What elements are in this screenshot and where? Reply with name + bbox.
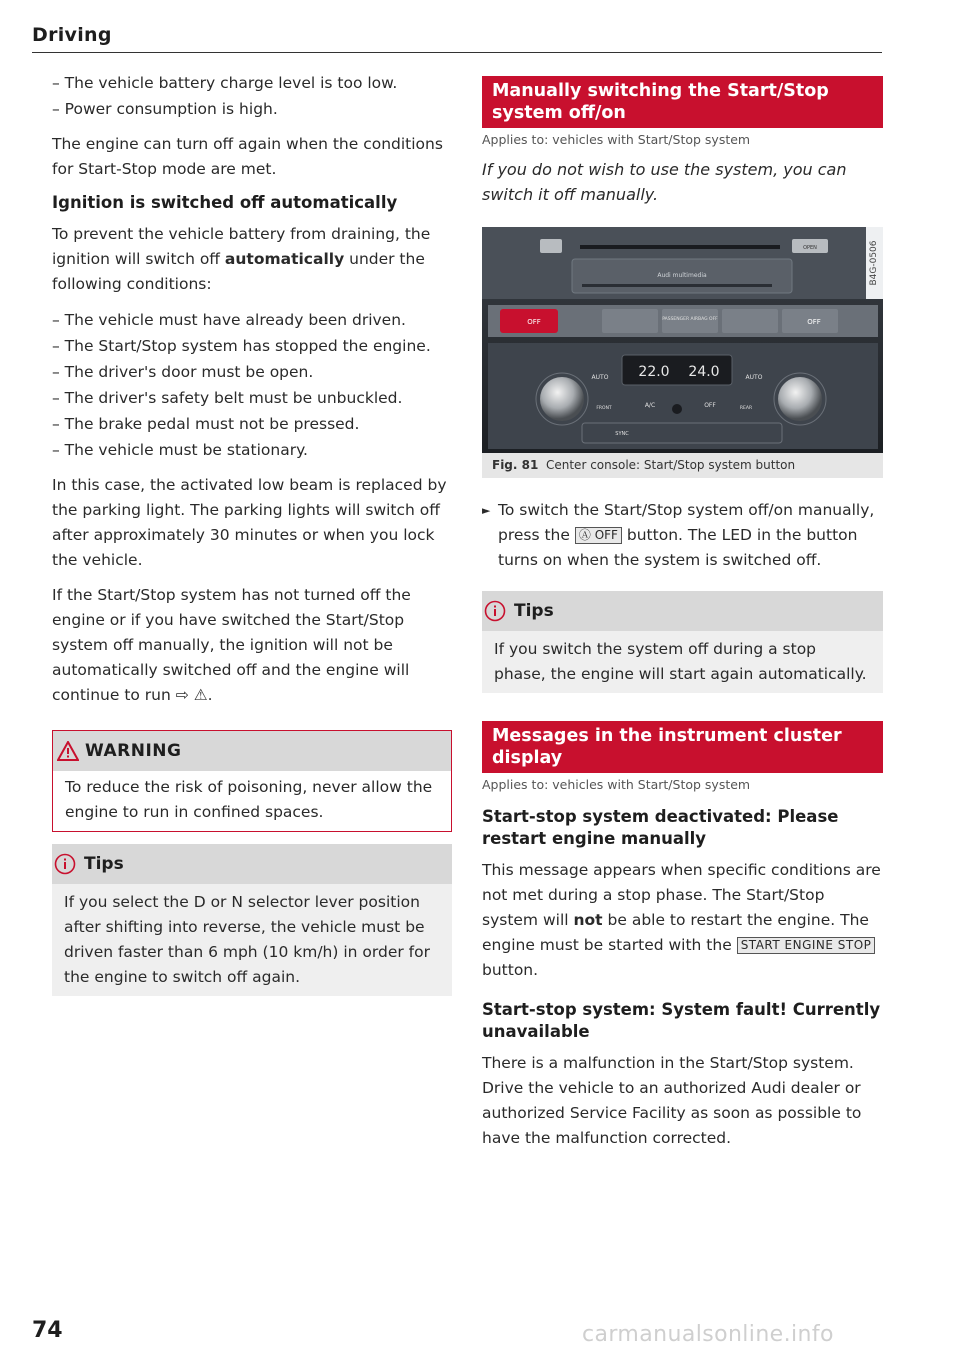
tips-text: If you select the D or N selector lever position after shifting into reverse, the vehicle must be driven faster than 6 mph (10 km/h) in order for the engine to switch off again.: [64, 893, 430, 986]
startstop-off-label: OFF: [527, 318, 541, 326]
media-label: Audi multimedia: [657, 272, 707, 279]
passenger-airbag-label: PASSENGER AIRBAG OFF: [662, 317, 718, 322]
list-item: – The driver's safety belt must be unbuckled.: [52, 389, 403, 407]
temp-right: 24.0: [688, 364, 720, 380]
tips-box: [482, 591, 883, 693]
list-item: – The driver's door must be open.: [52, 363, 314, 381]
warning-box: [52, 730, 452, 832]
step-arrow-icon: ►: [482, 504, 491, 517]
applies-to-note: Applies to: vehicles with Start/Stop system: [482, 132, 751, 147]
paragraph: There is a malfunction in the Start/Stop system. Drive the vehicle to an authorized Audi dealer or authorized Service Facility as soon as possible to have the malfunction corrected.: [482, 1054, 862, 1147]
bold-text: not: [573, 911, 603, 929]
list-item: – The Start/Stop system has stopped the engine.: [52, 337, 431, 355]
list-item: – Power consumption is high.: [52, 100, 278, 118]
instruction-step: ► To switch the Start/Stop system off/on manually, press the Ⓐ OFF button. The LED in the button turns on when the system is switched off.: [482, 498, 883, 573]
warning-title: WARNING: [85, 741, 182, 761]
tips-box: [52, 844, 452, 996]
paragraph: In this case, the activated low beam is replaced by the parking light. The parking lights will switch off after approximately 30 minutes or when you lock the vehicle.: [52, 476, 447, 569]
intro-text: If you do not wish to use the system, you can switch it off manually.: [482, 160, 847, 204]
paragraph: To prevent the vehicle battery from draining, the ignition will switch off automatically under the following conditions:: [52, 225, 431, 293]
list-item: – The brake pedal must not be pressed.: [52, 415, 360, 433]
paragraph: The engine can turn off again when the conditions for Start-Stop mode are met.: [52, 135, 443, 178]
message-heading: Start-stop system deactivated: Please restart engine manually: [482, 807, 839, 848]
center-console-image: [482, 227, 883, 453]
open-label: OPEN: [803, 245, 817, 251]
applies-to-note: Applies to: vehicles with Start/Stop system: [482, 777, 751, 792]
tips-text: If you switch the system off during a stop phase, the engine will start again automatically.: [494, 640, 867, 683]
figure-label: Fig. 81: [492, 458, 539, 472]
sync-label: SYNC: [615, 431, 629, 437]
off-label: OFF: [704, 402, 716, 409]
warning-header: [53, 731, 451, 771]
watermark: carmanualsonline.info: [582, 1322, 834, 1347]
paragraph: If the Start/Stop system has not turned off the engine or if you have switched the Start/Stop system off manually, the ignition will not be automatically switched off and the engine will continue to run ⇨ ⚠.: [52, 586, 411, 704]
tips-title: Tips: [84, 854, 124, 874]
startstop-off-key[interactable]: Ⓐ OFF: [575, 527, 622, 544]
ac-label: A/C: [644, 402, 656, 409]
esc-off-label: OFF: [807, 318, 821, 326]
auto-right-label: AUTO: [745, 374, 763, 381]
section-heading: Ignition is switched off automatically: [52, 193, 398, 212]
left-column: [52, 70, 452, 996]
page-header: [32, 24, 882, 53]
warning-text: To reduce the risk of poisoning, never allow the engine to run in confined spaces.: [65, 778, 433, 821]
section-title-bar: Manually switching the Start/Stop system off/on: [482, 76, 883, 128]
start-engine-stop-key[interactable]: START ENGINE STOP: [737, 937, 876, 954]
paragraph: This message appears when specific conditions are not met during a stop phase. The Start/Stop system will not be able to restart the engine. The engine must be started with the START ENGINE STOP button.: [482, 861, 881, 979]
auto-left-label: AUTO: [591, 374, 609, 381]
info-icon: [54, 853, 76, 875]
list-item: – The vehicle battery charge level is too low.: [52, 74, 398, 92]
section-title-bar: Messages in the instrument cluster display: [482, 721, 883, 773]
message-heading: Start-stop system: System fault! Currently unavailable: [482, 1000, 881, 1041]
list-item: – The vehicle must have already been driven.: [52, 311, 406, 329]
page-number: 74: [32, 1318, 63, 1343]
center-console-figure: [482, 227, 883, 453]
warning-triangle-icon: [57, 741, 79, 761]
chapter-title: Driving: [32, 24, 112, 46]
figure-caption: Fig. 81 Center console: Start/Stop system button: [482, 453, 883, 478]
bold-text: automatically: [224, 250, 345, 268]
temp-left: 22.0: [638, 364, 670, 380]
right-column: [482, 76, 883, 1151]
info-icon: [484, 600, 506, 622]
list-item: – The vehicle must be stationary.: [52, 441, 308, 459]
tips-title: Tips: [514, 601, 554, 621]
front-label: FRONT: [596, 406, 612, 411]
rear-label: REAR: [739, 406, 753, 411]
warning-ref-icon[interactable]: ⚠.: [193, 686, 213, 704]
tips-header: [482, 591, 883, 631]
tips-header: [52, 844, 452, 884]
figure-code: B4G-0506: [869, 240, 879, 286]
